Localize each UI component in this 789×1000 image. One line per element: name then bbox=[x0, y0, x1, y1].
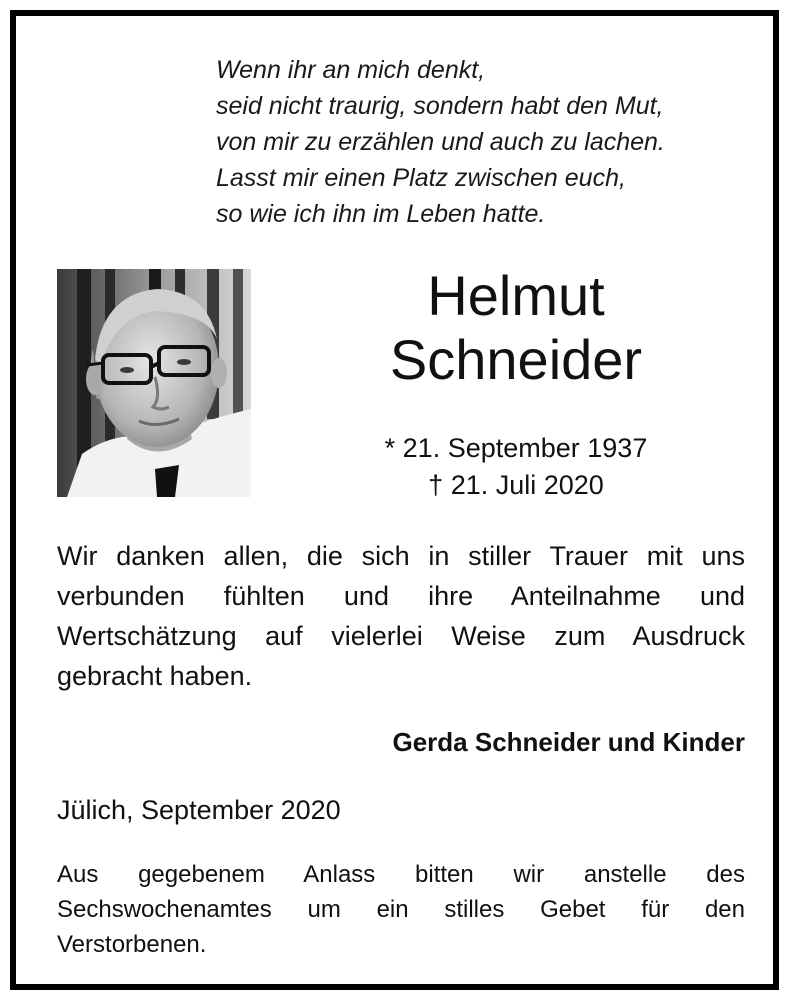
notice-line: Aus gegebenem Anlass bitten wir anstelle des bbox=[57, 861, 745, 888]
poem-line: seid nicht traurig, sondern habt den Mut, bbox=[216, 92, 664, 120]
death-date: † 21. Juli 2020 bbox=[428, 470, 604, 500]
portrait-photo bbox=[57, 269, 251, 497]
poem-line: so wie ich ihn im Leben hatte. bbox=[216, 200, 546, 228]
life-dates bbox=[316, 430, 716, 504]
first-name: Helmut bbox=[427, 264, 605, 327]
poem-line: von mir zu erzählen und auch zu lachen. bbox=[216, 128, 665, 156]
last-name: Schneider bbox=[389, 328, 643, 391]
thanks-line: gebracht haben. bbox=[57, 661, 253, 691]
memorial-poem bbox=[216, 52, 665, 232]
thanks-paragraph bbox=[57, 536, 745, 696]
notice-line: Verstorbenen. bbox=[57, 931, 207, 958]
notice-line: Sechswochenamtes um ein stilles Gebet für den bbox=[57, 896, 745, 923]
thanks-line: Wir danken allen, die sich in stiller Trauer mit uns bbox=[57, 541, 745, 571]
mourners-signature: Gerda Schneider und Kinder bbox=[392, 727, 745, 757]
deceased-name bbox=[316, 264, 716, 392]
obituary-frame bbox=[10, 10, 779, 990]
thanks-line: Wertschätzung auf vielerlei Weise zum Ausdruck bbox=[57, 621, 745, 651]
prayer-notice bbox=[57, 857, 745, 962]
birth-date: * 21. September 1937 bbox=[384, 433, 648, 463]
poem-line: Lasst mir einen Platz zwischen euch, bbox=[216, 164, 626, 192]
poem-line: Wenn ihr an mich denkt, bbox=[216, 56, 486, 84]
place-and-date: Jülich, September 2020 bbox=[57, 795, 341, 825]
thanks-line: verbunden fühlten und ihre Anteilnahme und bbox=[57, 581, 745, 611]
